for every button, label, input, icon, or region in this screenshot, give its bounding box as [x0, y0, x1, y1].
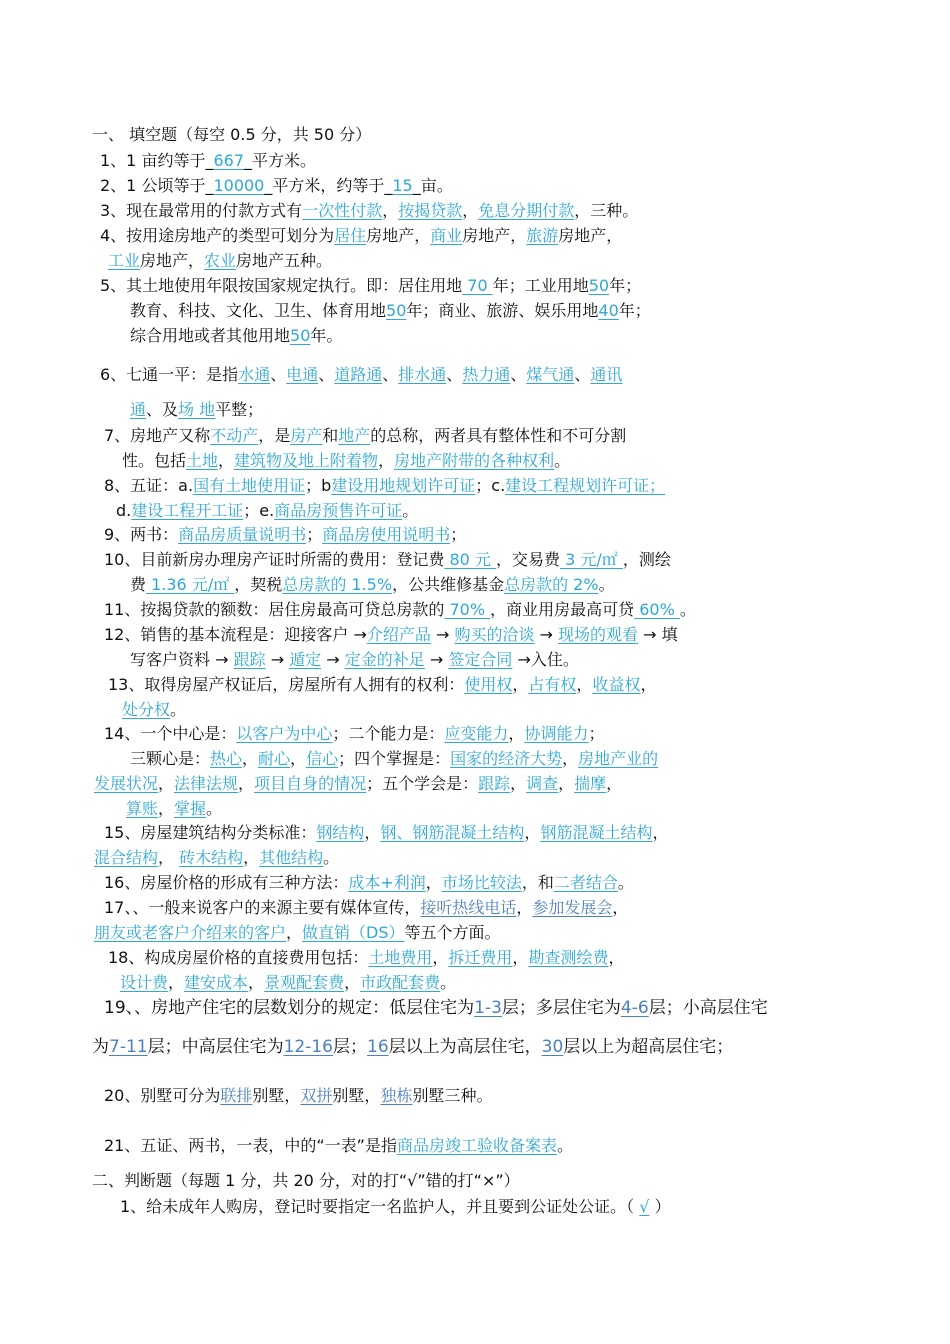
question-text: 房地产五种。 — [236, 251, 333, 270]
question-text: ， — [286, 923, 303, 942]
question-text: ， — [576, 675, 593, 694]
question-text: 层；多层住宅为 — [501, 998, 621, 1018]
text-line — [100, 275, 641, 297]
answer-text: 70% — [444, 600, 491, 619]
question-text: 。 — [323, 848, 340, 867]
question-text: ；五个学会是： — [366, 774, 479, 793]
question-text: 、 — [318, 365, 335, 384]
answer-text: 购买的洽谈 — [454, 625, 535, 644]
question-text: ， — [524, 823, 541, 842]
answer-text: 通 — [130, 400, 147, 419]
question-text: ， — [606, 774, 623, 793]
question-text: 8、五证：a. — [104, 476, 194, 495]
question-text: ，是 — [258, 426, 291, 445]
answer-text: 建安成本 — [184, 973, 249, 992]
question-text: 2、1 公顷等于_ — [100, 176, 214, 195]
answer-text: 10000 — [213, 176, 265, 195]
answer-text: 居住 — [334, 226, 367, 245]
answer-text: 房产 — [290, 426, 323, 445]
text-line — [130, 399, 263, 421]
answer-text: 热力通 — [462, 365, 511, 384]
question-text: ， — [508, 724, 525, 743]
answer-text: 独栋 — [380, 1086, 413, 1105]
question-text: 、 — [270, 365, 287, 384]
question-text: 层；小高层住宅 — [648, 998, 768, 1018]
text-line — [104, 872, 634, 894]
question-text: 15、房屋建筑结构分类标准： — [104, 823, 317, 842]
question-text: ，三种。 — [574, 201, 639, 220]
question-text: 一、 填空题（每空 0.5 分，共 50 分） — [92, 125, 372, 144]
answer-text: 收益权 — [592, 675, 641, 694]
question-text: ， — [512, 675, 529, 694]
question-text: 。 — [170, 700, 187, 719]
question-text: 21、五证、两书，一表，中的“一表”是指 — [104, 1136, 397, 1155]
answer-text: 7-11 — [109, 1037, 148, 1057]
text-line — [94, 773, 622, 795]
question-text: 。 — [617, 873, 634, 892]
question-text: 年； — [618, 301, 651, 320]
answer-text: 介绍产品 — [366, 625, 431, 644]
question-text: 4、按用途房地产的类型可划分为 — [100, 226, 335, 245]
answer-text: 道路通 — [334, 365, 383, 384]
answer-text: 钢、钢筋混凝土结构 — [380, 823, 525, 842]
answer-text: 钢筋混凝土结构 — [540, 823, 653, 842]
question-text: 别墅三种。 — [412, 1086, 493, 1105]
answer-text: 不动产 — [210, 426, 259, 445]
answer-text: 30 — [541, 1037, 564, 1057]
answer-text: 总房款的 2% — [504, 575, 599, 594]
question-text: 写客户资料 → — [130, 650, 234, 669]
question-text: 层以上为超高层住宅； — [563, 1037, 734, 1057]
question-text: →入住。 — [512, 650, 579, 669]
answer-text: √ — [639, 1197, 650, 1216]
answer-text: 使用权 — [464, 675, 513, 694]
answer-text: 接听热线电话 — [420, 898, 517, 917]
answer-text: 项目自身的情况 — [254, 774, 367, 793]
question-text: ，契税 — [234, 575, 283, 594]
text-line — [92, 1170, 520, 1192]
answer-text: 钢结构 — [316, 823, 365, 842]
question-text: 。 — [206, 799, 223, 818]
question-text: ， — [378, 451, 395, 470]
question-text: 13、取得房屋产权证后，房屋所有人拥有的权利： — [108, 675, 465, 694]
question-text: ， — [364, 823, 381, 842]
answer-text: 建设工程规划许可证； — [505, 476, 666, 495]
answer-text: 设计费 — [120, 973, 169, 992]
answer-text: 土地费用 — [368, 948, 433, 967]
answer-text: 参加发展会 — [532, 898, 613, 917]
answer-text: 60% — [634, 600, 680, 619]
question-text: ； — [588, 724, 605, 743]
question-text: 二、判断题（每题 1 分，共 20 分，对的打“√”错的打“×”） — [92, 1171, 520, 1190]
answer-text: 法律法规 — [174, 774, 239, 793]
question-text: 。 — [679, 600, 696, 619]
question-text: 11、按揭贷款的额数：居住房最高可贷总房款的 — [104, 600, 445, 619]
question-text: → 填 — [638, 625, 678, 644]
answer-text: 商品房竣工验收备案表 — [396, 1136, 557, 1155]
text-line — [104, 1135, 573, 1157]
question-text: 费 — [130, 575, 147, 594]
answer-text: 二者结合 — [553, 873, 618, 892]
question-text: 20、别墅可分为 — [104, 1086, 221, 1105]
question-text: 房地产， — [140, 251, 205, 270]
text-line — [104, 897, 628, 919]
question-text: 6、七通一平：是指 — [100, 365, 239, 384]
question-text: ， — [512, 948, 529, 967]
question-text: 17、、一般来说客户的来源主要有媒体宣传， — [104, 898, 421, 917]
answer-text: 排水通 — [398, 365, 447, 384]
question-text: 的总称，两者具有整体性和不可分割 — [370, 426, 627, 445]
question-text: ；b — [305, 476, 332, 495]
question-text: ， — [158, 799, 175, 818]
question-text: 、 — [574, 365, 591, 384]
answer-text: 景观配套费 — [264, 973, 345, 992]
question-text: ；四个掌握是： — [338, 749, 451, 768]
question-text: ， — [516, 898, 533, 917]
question-text: 1、1 亩约等于_ — [100, 151, 214, 170]
text-line — [92, 124, 371, 146]
question-text: ， — [168, 973, 185, 992]
answer-text: 40 — [598, 301, 619, 320]
question-text: 等五个方面。 — [404, 923, 501, 942]
answer-text: 建设工程开工证 — [131, 501, 244, 520]
answer-text: 4-6 — [620, 998, 649, 1018]
answer-text: 耐心 — [258, 749, 291, 768]
answer-text: 房地产业的 — [578, 749, 659, 768]
answer-text: 免息分期付款 — [478, 201, 575, 220]
answer-text: 砖木结构 — [179, 848, 244, 867]
question-text: 16、房屋价格的形成有三种方法： — [104, 873, 349, 892]
question-text: → — [430, 625, 455, 644]
question-text: ；二个能力是： — [332, 724, 445, 743]
answer-text: 跟踪 — [478, 774, 511, 793]
answer-text: 工业 — [108, 251, 141, 270]
answer-text: 50 — [386, 301, 407, 320]
answer-text: 应变能力 — [444, 724, 509, 743]
question-text: → — [424, 650, 449, 669]
question-text: 年。 — [310, 326, 343, 345]
question-text: ，和 — [521, 873, 554, 892]
text-line — [100, 364, 622, 386]
question-text: ， — [608, 948, 625, 967]
question-text: ， — [243, 848, 260, 867]
question-text: 7、房地产又称 — [104, 426, 211, 445]
answer-text: 1.36 元/㎡ — [146, 575, 235, 594]
answer-text: 旅游 — [526, 226, 559, 245]
text-line — [94, 922, 501, 944]
question-text: ， — [652, 823, 669, 842]
answer-text: 50 — [290, 326, 311, 345]
answer-text: 煤气通 — [526, 365, 575, 384]
question-text: d. — [116, 501, 132, 520]
question-text: 和 — [322, 426, 339, 445]
answer-text: 市政配套费 — [360, 973, 441, 992]
question-text: ， — [558, 774, 575, 793]
text-line — [100, 225, 622, 247]
question-text: 、 — [446, 365, 463, 384]
text-line — [92, 1036, 733, 1058]
answer-text: 国有土地使用证 — [193, 476, 306, 495]
text-line — [104, 624, 678, 646]
question-text: 1、给未成年人购房，登记时要指定一名监护人，并且要到公证处公证。（ — [120, 1197, 640, 1216]
question-text: ， — [510, 774, 527, 793]
question-text: ， — [218, 451, 235, 470]
answer-text: 国家的经济大势 — [450, 749, 563, 768]
answer-text: 房地产附带的各种权利 — [394, 451, 555, 470]
question-text: 房地产， — [558, 226, 623, 245]
answer-text: 12-16 — [283, 1037, 333, 1057]
question-text: 年；商业、旅游、娱乐用地 — [406, 301, 599, 320]
question-text: 5、其土地使用年限按国家规定执行。即：居住用地 — [100, 276, 463, 295]
text-line — [94, 847, 339, 869]
text-line — [104, 822, 668, 844]
text-line — [100, 175, 453, 197]
answer-text: 1-3 — [474, 998, 502, 1018]
question-text: ；c. — [475, 476, 506, 495]
question-text: _平方米，约等于_ — [264, 176, 393, 195]
question-text: _亩。 — [412, 176, 453, 195]
answer-text: 混合结构 — [94, 848, 159, 867]
question-text: ） — [649, 1197, 671, 1216]
question-text: 14、一个中心是： — [104, 724, 237, 743]
answer-text: 商品房预售许可证 — [274, 501, 403, 520]
answer-text: 一次性付款 — [302, 201, 383, 220]
text-line — [104, 425, 626, 447]
question-text: 平整； — [215, 400, 264, 419]
question-text: 3、现在最常用的付款方式有 — [100, 201, 303, 220]
question-text: ， — [158, 848, 180, 867]
question-text: ， — [425, 873, 442, 892]
question-text: → — [321, 650, 345, 669]
answer-text: 占有权 — [528, 675, 577, 694]
answer-text: 做直销（DS） — [302, 923, 405, 942]
question-text: ， — [344, 973, 361, 992]
question-text: ，交易费 — [496, 550, 561, 569]
text-line — [104, 599, 696, 621]
answer-text: 地产 — [338, 426, 371, 445]
text-line — [108, 674, 656, 696]
question-text: ， — [290, 749, 307, 768]
answer-text: 发展状况 — [94, 774, 159, 793]
question-text: 10、目前新房办理房产证时所需的费用：登记费 — [104, 550, 445, 569]
answer-text: 667 — [213, 151, 244, 170]
answer-text: 信心 — [306, 749, 339, 768]
text-line — [104, 475, 665, 497]
question-text: ， — [432, 948, 449, 967]
answer-text: 15 — [392, 176, 413, 195]
text-line — [130, 325, 342, 347]
question-text: 房地产， — [462, 226, 527, 245]
question-text: ， — [382, 201, 399, 220]
answer-text: 70 — [462, 276, 493, 295]
answer-text: 调查 — [526, 774, 559, 793]
question-text: ， — [158, 774, 175, 793]
question-text: ， — [640, 675, 657, 694]
question-text: 12、销售的基本流程是：迎接客户 → — [104, 625, 367, 644]
question-text: ， — [462, 201, 479, 220]
question-text: 19、、房地产住宅的层数划分的规定：低层住宅为 — [104, 998, 475, 1018]
answer-text: 跟踪 — [233, 650, 266, 669]
question-text: ，公共维修基金 — [392, 575, 505, 594]
question-text: 层以上为高层住宅， — [388, 1037, 542, 1057]
question-text: ， — [248, 973, 265, 992]
answer-text: 通讯 — [590, 365, 623, 384]
text-line — [122, 699, 186, 721]
question-text: → — [534, 625, 559, 644]
question-text: 9、两书： — [104, 525, 179, 544]
answer-text: 掌握 — [174, 799, 207, 818]
question-text: ； — [306, 525, 323, 544]
answer-text: 建设用地规划许可证 — [331, 476, 476, 495]
answer-text: 热心 — [210, 749, 243, 768]
question-text: ， — [562, 749, 579, 768]
answer-text: 商品房质量说明书 — [178, 525, 307, 544]
question-text: 为 — [92, 1037, 109, 1057]
text-line — [100, 150, 316, 172]
answer-text: 其他结构 — [259, 848, 324, 867]
question-text: ；e. — [243, 501, 275, 520]
text-line — [130, 748, 658, 770]
question-text: 别墅， — [332, 1086, 381, 1105]
question-text: 。 — [598, 575, 615, 594]
question-text: 三颗心是： — [130, 749, 211, 768]
question-text: 年；工业用地 — [492, 276, 589, 295]
text-line — [126, 798, 222, 820]
question-text: ， — [612, 898, 629, 917]
text-line — [122, 450, 570, 472]
question-text: 房地产， — [366, 226, 431, 245]
text-line — [116, 500, 418, 522]
answer-text: 按揭贷款 — [398, 201, 463, 220]
answer-text: 市场比较法 — [441, 873, 522, 892]
answer-text: 场 地 — [178, 400, 216, 419]
question-text: 教育、科技、文化、卫生、体育用地 — [130, 301, 387, 320]
text-line — [130, 300, 651, 322]
question-text: _平方米。 — [244, 151, 317, 170]
question-text: ，商业用房最高可贷 — [490, 600, 635, 619]
answer-text: 商品房使用说明书 — [322, 525, 451, 544]
text-line — [120, 972, 456, 994]
question-text: 层； — [333, 1037, 367, 1057]
answer-text: 以客户为中心 — [236, 724, 333, 743]
answer-text: 拆迁费用 — [448, 948, 513, 967]
question-text: 别墅， — [252, 1086, 301, 1105]
answer-text: 遁定 — [289, 650, 322, 669]
text-line — [130, 649, 579, 671]
answer-text: 协调能力 — [524, 724, 589, 743]
answer-text: 水通 — [238, 365, 271, 384]
question-text: ； — [450, 525, 467, 544]
answer-text: 商业 — [430, 226, 463, 245]
question-text: 。 — [440, 973, 457, 992]
question-text: 。 — [554, 451, 571, 470]
answer-text: 朋友或老客户介绍来的客户 — [94, 923, 287, 942]
text-line — [108, 250, 332, 272]
answer-text: 土地 — [186, 451, 219, 470]
text-line — [104, 1085, 492, 1107]
question-text: ，测绘 — [622, 550, 671, 569]
answer-text: 联排 — [220, 1086, 253, 1105]
question-text: ， — [238, 774, 255, 793]
answer-text: 双拼 — [300, 1086, 333, 1105]
text-line — [104, 997, 768, 1019]
question-text: 综合用地或者其他用地 — [130, 326, 291, 345]
answer-text: 揣摩 — [574, 774, 607, 793]
text-line — [100, 200, 638, 222]
question-text: 、 — [382, 365, 399, 384]
answer-text: 建筑物及地上附着物 — [234, 451, 379, 470]
answer-text: 签定合同 — [448, 650, 513, 669]
question-text: 。 — [402, 501, 419, 520]
answer-text: 现场的观看 — [558, 625, 639, 644]
question-text: 。 — [556, 1136, 573, 1155]
answer-text: 80 元 — [444, 550, 496, 569]
answer-text: 处分权 — [122, 700, 171, 719]
answer-text: 定金的补足 — [344, 650, 425, 669]
question-text: ， — [242, 749, 259, 768]
answer-text: 50 — [588, 276, 610, 295]
question-text: 性。包括 — [122, 451, 187, 470]
question-text: 年； — [609, 276, 642, 295]
answer-text: 成本+利润 — [348, 873, 426, 892]
question-text: 、 — [510, 365, 527, 384]
answer-text: 总房款的 1.5% — [282, 575, 393, 594]
text-line — [104, 549, 671, 571]
answer-text: 电通 — [286, 365, 319, 384]
text-line — [108, 947, 624, 969]
text-line — [104, 723, 604, 745]
answer-text: 16 — [367, 1037, 389, 1057]
question-text: 、及 — [146, 400, 179, 419]
answer-text: 算账 — [126, 799, 159, 818]
text-line — [130, 574, 615, 596]
text-line — [120, 1196, 671, 1218]
answer-text: 3 元/㎡ — [560, 550, 623, 569]
text-line — [104, 524, 466, 546]
question-text: 层；中高层住宅为 — [147, 1037, 284, 1057]
answer-text: 农业 — [204, 251, 237, 270]
question-text: → — [265, 650, 290, 669]
question-text: 18、构成房屋价格的直接费用包括： — [108, 948, 369, 967]
answer-text: 勘查测绘费 — [528, 948, 609, 967]
